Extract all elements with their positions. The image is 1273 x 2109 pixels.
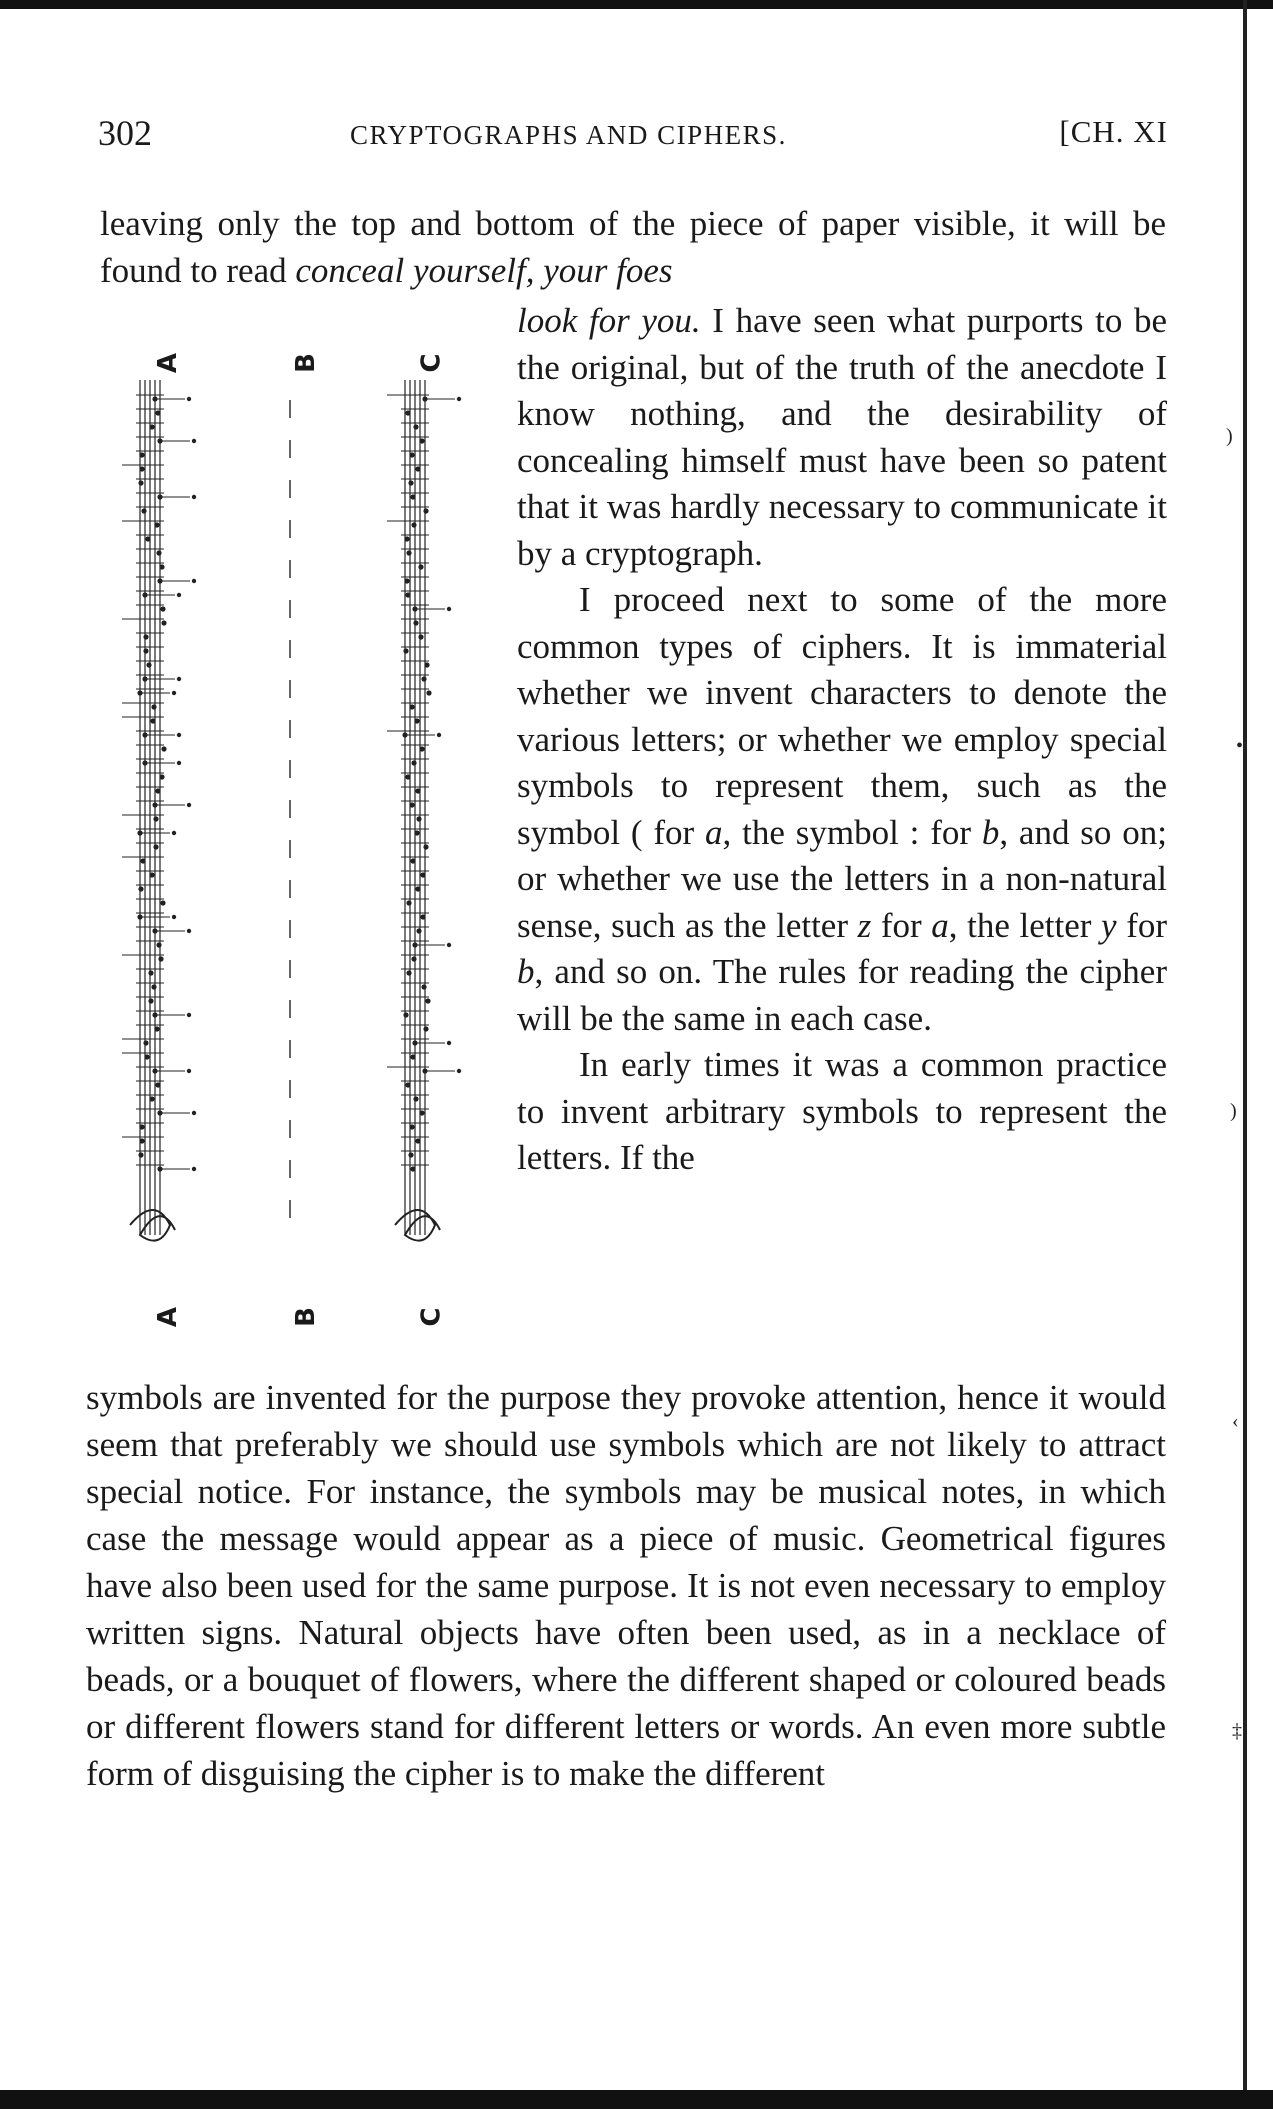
label-c-top: C (416, 353, 447, 373)
music-cipher-figure (110, 330, 495, 1350)
label-a-top: A (153, 352, 184, 374)
bottom-text: symbols are invented for the purpose they provoke attention, hence it would seem that preferably we should use symbols which are not likely to attract special notice. For instance, the symbols may be musical notes, in which case the message would appear as a piece of music. Geometrical figures have also been used for the same purpose. It is not even necessary to employ written signs. Natural objects have often been used, as in a necklace of beads, or a bouquet of flowers, where the different shaped or coloured beads or different flowers stand for different letters or words. An even more subtle form of disguising the cipher is to make the different (86, 1378, 1166, 1793)
label-c-bottom: C (416, 1307, 447, 1327)
narrow-p1: I have seen what purports to be the original, but of the truth of the anecdote I know nothing, and the desirability of concealing himself must have been so patent that it was hardly necessary to communicate it by a cryptograph. (517, 301, 1167, 573)
narrow-italic: look for you. (517, 301, 701, 340)
page-header (98, 112, 1168, 162)
top-italic: conceal yourself, your foes (295, 251, 673, 290)
scan-bottom-border (0, 2090, 1273, 2109)
narrow-p2: I proceed next to some of the more common types of ciphers. It is immaterial whether we invent characters to denote the various letters; or whether we employ special symbols to represent them, such as the symbol ( for a, the symbol : for b, and so on; or whether we use the letters in a non-natural sense, such as the letter z for a, the letter y for b, and so on. The rules for reading the cipher will be the same in each case. (517, 580, 1168, 1038)
running-title: CRYPTOGRAPHS AND CIPHERS. (350, 120, 787, 150)
scan-top-border (0, 0, 1273, 9)
top-text: leaving only the top and bottom of the piece of paper visible, it will be found to read (100, 204, 1166, 290)
narrow-p3: In early times it was a common practice to invent arbitrary symbols to represent the letters. If the (517, 1045, 1167, 1177)
narrow-column (517, 298, 1167, 1182)
page-edge (1243, 0, 1247, 2090)
paragraph-bottom (86, 1374, 1166, 1797)
staff-notation-icon (110, 330, 495, 1350)
chapter-label: [CH. XI (1059, 114, 1168, 149)
label-b-top: B (290, 353, 321, 373)
label-a-bottom: A (153, 1306, 184, 1328)
paragraph-top (100, 200, 1166, 294)
label-b-bottom: B (290, 1307, 321, 1327)
page-number: 302 (98, 113, 152, 153)
